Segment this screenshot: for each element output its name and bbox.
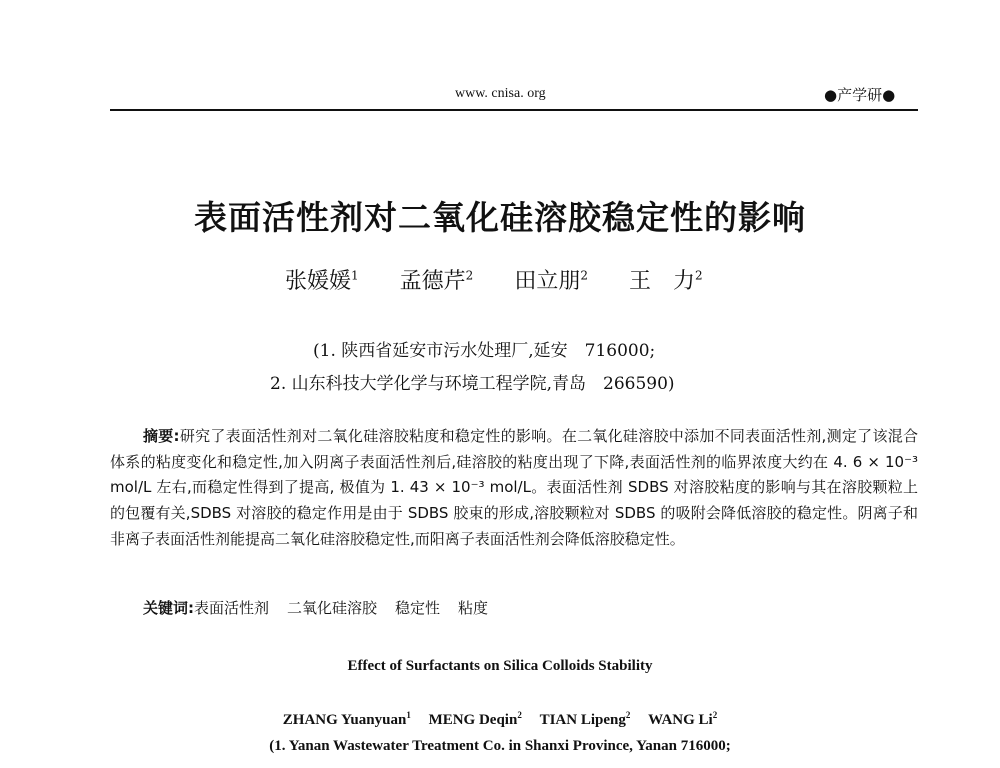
english-author xyxy=(540,712,631,728)
header-section-label: ●产学研● xyxy=(824,86,896,104)
english-author-affiliation-mark: 1 xyxy=(406,710,411,720)
header-url: www. cnisa. org xyxy=(455,86,546,101)
author-list xyxy=(285,264,737,295)
english-author xyxy=(429,712,522,728)
author xyxy=(400,269,474,294)
author-name: 王 力 xyxy=(628,269,695,294)
keyword: 粘度 xyxy=(458,599,489,617)
header-divider xyxy=(110,109,918,111)
author xyxy=(629,269,703,294)
abstract xyxy=(110,424,918,553)
author xyxy=(285,269,359,294)
english-title: Effect of Surfactants on Silica Colloids Stability xyxy=(347,658,653,674)
author-name: 孟德芹 xyxy=(399,269,466,294)
affiliation-line: 2. 山东科技大学化学与环境工程学院,青岛 266590) xyxy=(270,374,675,394)
author-name: 张媛媛 xyxy=(285,269,352,294)
author-name: 田立朋 xyxy=(514,269,581,294)
author xyxy=(514,269,588,294)
author-affiliation-mark: 2 xyxy=(694,268,703,283)
english-author-list xyxy=(0,710,1000,729)
author-affiliation-mark: 1 xyxy=(351,268,359,283)
keywords-label: 关键词: xyxy=(143,599,194,617)
english-author-affiliation-mark: 2 xyxy=(625,710,631,720)
english-author-name: MENG Deqin xyxy=(428,712,518,728)
english-author-name: ZHANG Yuanyuan xyxy=(282,712,407,728)
english-affiliation-line: (1. Yanan Wastewater Treatment Co. in Shanxi Province, Yanan 716000; xyxy=(269,738,731,754)
abstract-label: 摘要: xyxy=(143,427,180,445)
keywords xyxy=(143,597,506,618)
english-author-affiliation-mark: 2 xyxy=(517,710,522,720)
english-author-affiliation-mark: 2 xyxy=(712,710,718,720)
author-affiliation-mark: 2 xyxy=(580,268,588,283)
author-affiliation-mark: 2 xyxy=(465,268,474,283)
keyword: 二氧化硅溶胶 xyxy=(287,599,378,617)
english-author-name: TIAN Lipeng xyxy=(539,712,626,728)
keyword: 表面活性剂 xyxy=(194,599,270,617)
english-author xyxy=(648,712,717,728)
abstract-text: 研究了表面活性剂对二氧化硅溶胶粘度和稳定性的影响。在二氧化硅溶胶中添加不同表面活性剂,测定了该混合体系的粘度变化和稳定性,加入阴离子表面活性剂后,硅溶胶的粘度出现了下降,表面活性剂的临界浓度大约在 4. 6 × 10⁻³ mol/L 左右,而稳定性得到了提高, 极值为 1. 43 × 10⁻³ mol/L。表面活性剂 SDBS 对溶胶粘度的影响与其在溶胶颗粒上的包覆有关,SDBS 对溶胶的稳定作用是由于 SDBS 胶束的形成,溶胶颗粒对 SDBS 的吸附会降低溶胶的稳定性。阴离子和非离子表面活性剂能提高二氧化硅溶胶稳定性,而阳离子表面活性剂会降低溶胶稳定性。 xyxy=(110,427,918,548)
keyword: 稳定性 xyxy=(395,599,441,617)
paper-title: 表面活性剂对二氧化硅溶胶稳定性的影响 xyxy=(194,198,806,237)
english-author xyxy=(283,712,411,728)
english-author-name: WANG Li xyxy=(648,712,713,728)
affiliation-line: (1. 陕西省延安市污水处理厂,延安 716000; xyxy=(313,341,656,361)
